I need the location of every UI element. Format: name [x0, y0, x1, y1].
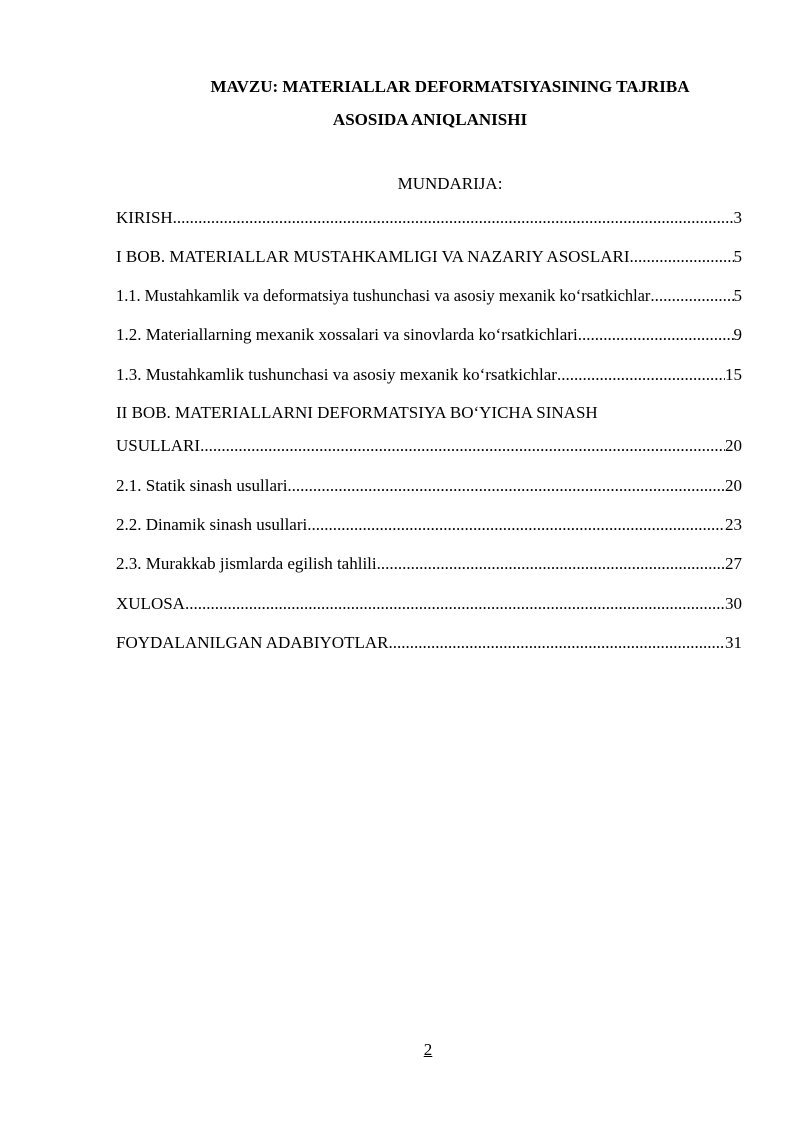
toc-entry [116, 554, 742, 574]
document-title-line-1: MAVZU: MATERIALLAR DEFORMATSIYASINING TAJRIBA [210, 77, 690, 96]
toc-entry-page: 23 [725, 515, 742, 534]
toc-leader [200, 436, 725, 456]
toc-entry-label: 2.3. Murakkab jismlarda egilish tahlili [116, 554, 377, 573]
toc-entry-label: 1.3. Mustahkamlik tushunchasi va asosiy mexanik ko‘rsatkichlar [116, 365, 557, 384]
toc-entry [116, 436, 742, 456]
toc-entry [116, 208, 742, 228]
toc-leader [377, 554, 725, 574]
toc-entry [116, 325, 742, 345]
toc-entry-label: I BOB. MATERIALLAR MUSTAHKAMLIGI VA NAZARIY ASOSLARI [116, 247, 630, 266]
toc-entry-label: 2.1. Statik sinash usullari [116, 476, 288, 495]
document-title-line-2: ASOSIDA ANIQLANISHI [332, 110, 528, 129]
toc-entry-page: 30 [725, 594, 742, 613]
toc-entry-page: 15 [725, 365, 742, 384]
toc-leader [185, 594, 725, 614]
toc-leader [388, 633, 725, 653]
toc-entry [116, 476, 742, 496]
toc-leader [307, 515, 725, 535]
toc-entry-label: FOYDALANILGAN ADABIYOTLAR [116, 633, 389, 652]
toc-entry-page: 27 [725, 554, 742, 573]
toc-entry-label: USULLARI [116, 436, 201, 455]
toc-entry-page: 3 [733, 208, 742, 227]
toc-entry-page: 31 [725, 633, 742, 652]
toc-entry-label: XULOSA [116, 594, 185, 613]
toc-leader [630, 247, 734, 267]
toc-entry [116, 594, 742, 614]
toc-entry [116, 633, 742, 653]
toc-leader [650, 286, 733, 306]
toc-entry [116, 515, 742, 535]
toc-entry-page: 9 [733, 325, 742, 344]
toc-entry-label: 1.2. Materiallarning mexanik xossalari va sinovlarda ko‘rsatkichlari [116, 325, 578, 344]
toc-leader [173, 208, 734, 228]
page-number: 2 [423, 1040, 433, 1059]
toc-entry-label: KIRISH [116, 208, 173, 227]
toc-leader [287, 476, 725, 496]
toc-entry [116, 286, 742, 306]
toc-entry [116, 365, 742, 385]
toc-entry-label: II BOB. MATERIALLARNI DEFORMATSIYA BO‘YICHA SINASH [116, 403, 598, 422]
toc-entry-label: 2.2. Dinamik sinash usullari [116, 515, 308, 534]
toc-entry-page: 20 [725, 476, 742, 495]
toc-entry-line-1 [116, 403, 742, 423]
toc-entry-label: 1.1. Mustahkamlik va deformatsiya tushunchasi va asosiy mexanik ko‘rsatkichlar [116, 286, 651, 305]
toc-entry-page: 5 [733, 247, 742, 266]
toc-heading: MUNDARIJA: [397, 174, 503, 193]
toc-leader [557, 365, 725, 385]
toc-leader [578, 325, 734, 345]
toc-entry-page: 20 [725, 436, 742, 455]
toc-entry [116, 247, 742, 267]
toc-entry-page: 5 [733, 286, 742, 305]
